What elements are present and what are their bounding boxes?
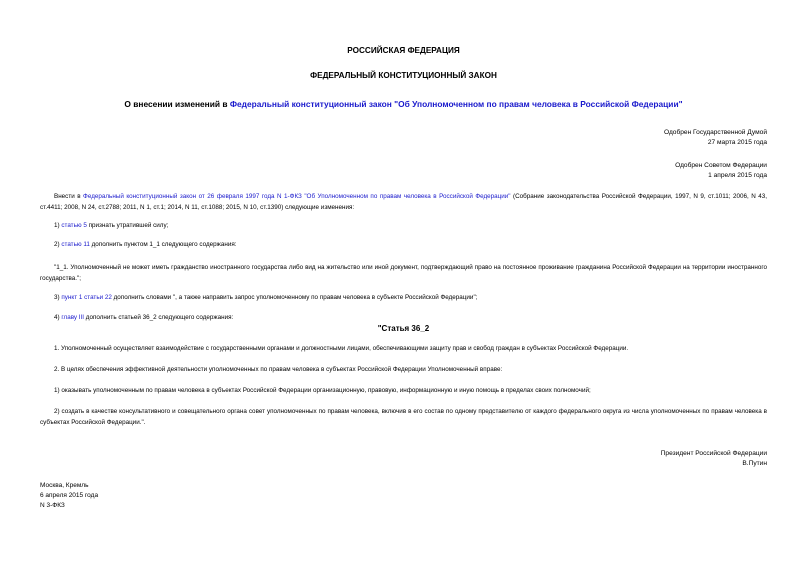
article-11-link[interactable]: статью 11 (61, 241, 90, 248)
duma-approval-label: Одобрен Государственной Думой (663, 129, 767, 136)
law-number: N 3-ФКЗ (40, 502, 65, 509)
article-clause-2-sub-1: 1) оказывать уполномоченным по правам человека в субъектах Российской Федерации организационную, правовую, информационную и иную помощь в пределах своих полномочий; (54, 387, 591, 394)
law-type-heading: ФЕДЕРАЛЬНЫЙ КОНСТИТУЦИОННЫЙ ЗАКОН (310, 71, 497, 80)
document-title (0, 99, 807, 109)
intro-paragraph: Внести в Федеральный конституционный закон от 26 февраля 1997 года N 1-ФКЗ "Об Уполномоченном по правам человека в Российской Федерации" (Собрание законодательства Российской Федерации, 1997, N 9, ст.1011; 2006, N 43, ст.4411; 2008, N 24, ст.2788; 2011, N 1, ст.1; 2014, N 11, ст.1088; 2015, N 10, ст.1390) следующие изменения: (40, 193, 768, 211)
duma-approval (664, 128, 767, 148)
council-approval-label: Одобрен Советом Федерации (675, 162, 767, 169)
article-clause-1: 1. Уполномоченный осуществляет взаимодействие с государственными органами и должностными лицами, обеспечивающими защиту прав и свобод граждан в субъектах Российской Федерации. (54, 345, 629, 352)
article-clause-2: 2. В целях обеспечения эффективной деятельности уполномоченных по правам человека в субъектах Российской Федерации Уполномоченный вправе: (54, 366, 503, 373)
title-law-link[interactable]: Федеральный конституционный закон "Об Уполномоченном по правам человека в Российской Федерации" (229, 99, 683, 109)
chapter-3-link[interactable]: главу III (61, 314, 85, 321)
article-5-link[interactable]: статью 5 (61, 222, 87, 229)
signer-position: Президент Российской Федерации (660, 450, 767, 457)
intro-law-link[interactable]: Федеральный конституционный закон от 26 февраля 1997 года N 1-ФКЗ "Об Уполномоченном по правам человека в Российской Федерации" (83, 193, 511, 200)
country-heading: РОССИЙСКАЯ ФЕДЕРАЦИЯ (347, 46, 460, 55)
place: Москва, Кремль (40, 482, 89, 489)
item-3: 3) пункт 1 статьи 22 дополнить словами ", а также направить запрос уполномоченному по правам человека в субъекте Российской Федерации"; (54, 294, 478, 301)
article-22-link[interactable]: пункт 1 статьи 22 (61, 294, 112, 301)
signature-block (661, 449, 767, 469)
council-approval-date: 1 апреля 2015 года (708, 172, 767, 179)
title-prefix: О внесении изменений в (124, 99, 230, 109)
item-2: 2) статью 11 дополнить пунктом 1_1 следующего содержания: (54, 241, 237, 248)
item-4: 4) главу III дополнить статьей 36_2 следующего содержания: (54, 314, 234, 321)
signing-date: 6 апреля 2015 года (40, 492, 99, 499)
duma-approval-date: 27 марта 2015 года (707, 139, 767, 146)
item-2-quote: "1_1. Уполномоченный не может иметь гражданство иностранного государства либо вид на жительство или иной документ, подтверждающий право на постоянное проживание гражданина Российской Федерации на территории иностранного государства."; (40, 264, 767, 282)
article-clause-2-sub-2: 2) создать в качестве консультативного и совещательного органа совет уполномоченных по правам человека, включив в его состав по одному представителю от каждого федерального округа из числа уполномоченных по правам человека в субъектах Российской Федерации.". (40, 408, 767, 426)
place-date-block (40, 481, 98, 511)
signer-name: В.Путин (742, 460, 767, 467)
item-1: 1) статью 5 признать утратившей силу; (54, 222, 169, 229)
council-approval (675, 161, 767, 181)
article-heading: "Статья 36_2 (377, 324, 430, 333)
